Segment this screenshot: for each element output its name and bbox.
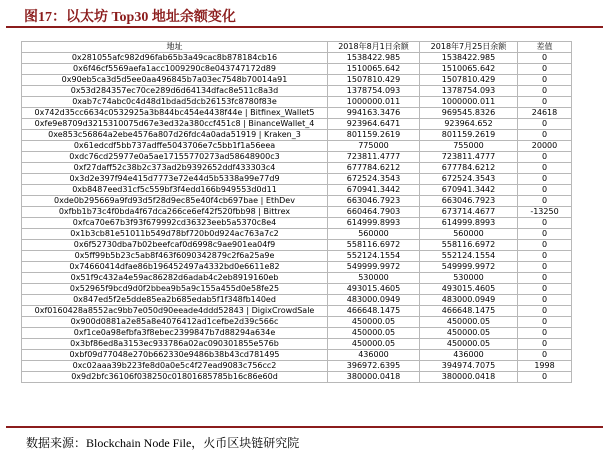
jul25-balance-cell: 969545.8326 — [420, 108, 518, 119]
table-row — [22, 361, 572, 372]
aug1-balance-cell: 723811.4777 — [328, 152, 420, 163]
jul25-balance-cell: 801159.2619 — [420, 130, 518, 141]
jul25-balance-cell: 450000.05 — [420, 317, 518, 328]
difference-cell: 0 — [518, 75, 572, 86]
difference-cell: 0 — [518, 306, 572, 317]
table-row — [22, 229, 572, 240]
difference-cell: 0 — [518, 273, 572, 284]
aug1-balance-cell: 660464.7903 — [328, 207, 420, 218]
aug1-balance-cell: 466648.1475 — [328, 306, 420, 317]
difference-cell: 0 — [518, 328, 572, 339]
header-row — [22, 42, 572, 53]
jul25-balance-cell: 1378754.093 — [420, 86, 518, 97]
jul25-balance-cell: 1000000.011 — [420, 97, 518, 108]
difference-cell: 0 — [518, 251, 572, 262]
column-header-difference: 差值 — [518, 42, 572, 53]
aug1-balance-cell: 614999.8993 — [328, 218, 420, 229]
aug1-balance-cell: 672524.3543 — [328, 174, 420, 185]
table-header — [22, 42, 572, 53]
balance-table — [21, 41, 572, 383]
aug1-balance-cell: 1507810.429 — [328, 75, 420, 86]
column-header-address: 地址 — [22, 42, 328, 53]
address-cell: 0xfca70e67b3f93f679992cd36323eeb5a5370c8e4 — [22, 218, 328, 229]
difference-cell: 0 — [518, 174, 572, 185]
column-header-aug1-balance: 2018年8月1日余额 — [328, 42, 420, 53]
aug1-balance-cell: 994163.3476 — [328, 108, 420, 119]
address-cell: 0x9d2bfc36106f038250c01801685785b16c86e60d — [22, 372, 328, 383]
jul25-balance-cell: 530000 — [420, 273, 518, 284]
jul25-balance-cell: 755000 — [420, 141, 518, 152]
address-cell: 0x3bf86ed8a3153ec933786a02ac090301855e576b — [22, 339, 328, 350]
address-cell: 0x900d0881a2e85a8e4076412ad1cefbe2d39c566c — [22, 317, 328, 328]
jul25-balance-cell: 560000 — [420, 229, 518, 240]
table-row — [22, 163, 572, 174]
difference-cell: 0 — [518, 339, 572, 350]
aug1-balance-cell: 560000 — [328, 229, 420, 240]
footer-divider — [6, 426, 603, 428]
table-row — [22, 86, 572, 97]
aug1-balance-cell: 380000.0418 — [328, 372, 420, 383]
source-note: 数据来源：Blockchain Node File，火币区块链研究院 — [26, 436, 300, 450]
address-cell: 0xf0160428a8552ac9bb7e050d90eeade4ddd52843 | DigixCrowdSale — [22, 306, 328, 317]
jul25-balance-cell: 673714.4677 — [420, 207, 518, 218]
table-row — [22, 141, 572, 152]
table-row — [22, 218, 572, 229]
difference-cell: 0 — [518, 350, 572, 361]
jul25-balance-cell: 466648.1475 — [420, 306, 518, 317]
aug1-balance-cell: 1538422.985 — [328, 53, 420, 64]
jul25-balance-cell: 394974.7075 — [420, 361, 518, 372]
difference-cell: 0 — [518, 317, 572, 328]
jul25-balance-cell: 450000.05 — [420, 339, 518, 350]
aug1-balance-cell: 801159.2619 — [328, 130, 420, 141]
difference-cell: 0 — [518, 97, 572, 108]
difference-cell: 0 — [518, 284, 572, 295]
table-row — [22, 196, 572, 207]
aug1-balance-cell: 549999.9972 — [328, 262, 420, 273]
jul25-balance-cell: 450000.05 — [420, 328, 518, 339]
aug1-balance-cell: 552124.1554 — [328, 251, 420, 262]
address-cell: 0xfbb1b73c4f0bda4f67dca266ce6ef42f520fbb98 | Bittrex — [22, 207, 328, 218]
aug1-balance-cell: 530000 — [328, 273, 420, 284]
jul25-balance-cell: 558116.6972 — [420, 240, 518, 251]
address-cell: 0xf1ce0a98efbfa3f8ebec2399847b7d88294a634e — [22, 328, 328, 339]
difference-cell: 0 — [518, 372, 572, 383]
aug1-balance-cell: 670941.3442 — [328, 185, 420, 196]
difference-cell: 0 — [518, 229, 572, 240]
jul25-balance-cell: 552124.1554 — [420, 251, 518, 262]
difference-cell: 0 — [518, 196, 572, 207]
table-row — [22, 185, 572, 196]
difference-cell: 0 — [518, 185, 572, 196]
jul25-balance-cell: 1510065.642 — [420, 64, 518, 75]
address-cell: 0xc02aaa39b223fe8d0a0e5c4f27ead9083c756cc2 — [22, 361, 328, 372]
difference-cell: 20000 — [518, 141, 572, 152]
table-body — [22, 53, 572, 383]
table-row — [22, 350, 572, 361]
table-row — [22, 53, 572, 64]
address-cell: 0x5ff99b5b23c5ab8f463f6090342879c2f6a25a9e — [22, 251, 328, 262]
address-cell: 0x1b3cb81e51011b549d78bf720b0d924ac763a7c2 — [22, 229, 328, 240]
table-row — [22, 262, 572, 273]
aug1-balance-cell: 775000 — [328, 141, 420, 152]
jul25-balance-cell: 493015.4605 — [420, 284, 518, 295]
table-row — [22, 207, 572, 218]
table-row — [22, 174, 572, 185]
address-cell: 0x52965f9bcd9d0f2bbea9b5a9c155a455d0e58fe25 — [22, 284, 328, 295]
difference-cell: 0 — [518, 53, 572, 64]
jul25-balance-cell: 436000 — [420, 350, 518, 361]
aug1-balance-cell: 663046.7923 — [328, 196, 420, 207]
jul25-balance-cell: 663046.7923 — [420, 196, 518, 207]
table-row — [22, 97, 572, 108]
difference-cell: 0 — [518, 240, 572, 251]
aug1-balance-cell: 396972.6395 — [328, 361, 420, 372]
address-cell: 0x90eb5ca3d5d5ee0aa496845b7a03ec7548b70014a91 — [22, 75, 328, 86]
column-header-jul25-balance: 2018年7月25日余额 — [420, 42, 518, 53]
jul25-balance-cell: 483000.0949 — [420, 295, 518, 306]
difference-cell: 0 — [518, 64, 572, 75]
address-cell: 0xe853c56864a2ebe4576a807d26fdc4a0ada51919 | Kraken_3 — [22, 130, 328, 141]
address-cell: 0x74660414dfae86b196452497a4332bd0e6611e82 — [22, 262, 328, 273]
address-cell: 0x6f52730dba7b02beefcaf0d6998c9ae901ea04f9 — [22, 240, 328, 251]
table-row — [22, 317, 572, 328]
address-cell: 0x3d2e397f94e415d7773e72e44d5b5338a99e77d9 — [22, 174, 328, 185]
difference-cell: 0 — [518, 119, 572, 130]
aug1-balance-cell: 1000000.011 — [328, 97, 420, 108]
table-row — [22, 328, 572, 339]
difference-cell: 0 — [518, 218, 572, 229]
jul25-balance-cell: 672524.3543 — [420, 174, 518, 185]
jul25-balance-cell: 677784.6212 — [420, 163, 518, 174]
difference-cell: 0 — [518, 152, 572, 163]
difference-cell: 0 — [518, 262, 572, 273]
aug1-balance-cell: 558116.6972 — [328, 240, 420, 251]
figure-header — [6, 4, 603, 24]
address-cell: 0x742d35cc6634c0532925a3b844bc454e4438f44e | Bitfinex_Wallet5 — [22, 108, 328, 119]
address-cell: 0xde0b295669a9fd93d5f28d9ec85e40f4cb697bae | EthDev — [22, 196, 328, 207]
address-cell: 0xbf09d77048e270b662330e9486b38b43cd781495 — [22, 350, 328, 361]
difference-cell: 0 — [518, 295, 572, 306]
address-cell: 0xdc76cd25977e0a5ae17155770273ad58648900c3 — [22, 152, 328, 163]
address-cell: 0xfe9e8709d3215310075d67e3ed32a380ccf451c8 | BinanceWallet_4 — [22, 119, 328, 130]
table-row — [22, 108, 572, 119]
aug1-balance-cell: 1510065.642 — [328, 64, 420, 75]
table-row — [22, 119, 572, 130]
address-cell: 0x53d284357ec70ce289d6d64134dfac8e511c8a3d — [22, 86, 328, 97]
table-row — [22, 64, 572, 75]
aug1-balance-cell: 923964.6471 — [328, 119, 420, 130]
table-row — [22, 130, 572, 141]
table-row — [22, 284, 572, 295]
figure-title: 图17：以太坊 Top30 地址余额变化 — [24, 10, 236, 25]
address-cell: 0xb8487eed31cf5c559bf3f4edd166b949553d0d11 — [22, 185, 328, 196]
table-row — [22, 75, 572, 86]
aug1-balance-cell: 677784.6212 — [328, 163, 420, 174]
address-cell: 0x847ed5f2e5dde85ea2b685edab5f1f348fb140ed — [22, 295, 328, 306]
jul25-balance-cell: 614999.8993 — [420, 218, 518, 229]
difference-cell: 0 — [518, 86, 572, 97]
table-row — [22, 152, 572, 163]
title-divider — [6, 26, 603, 28]
address-cell: 0xab7c74abc0c4d48d1bdad5dcb26153fc8780f83e — [22, 97, 328, 108]
difference-cell: 0 — [518, 163, 572, 174]
aug1-balance-cell: 450000.05 — [328, 339, 420, 350]
difference-cell: 24618 — [518, 108, 572, 119]
jul25-balance-cell: 549999.9972 — [420, 262, 518, 273]
aug1-balance-cell: 483000.0949 — [328, 295, 420, 306]
address-cell: 0xf27daff52c38b2c373ad2b9392652ddf433303c4 — [22, 163, 328, 174]
jul25-balance-cell: 1538422.985 — [420, 53, 518, 64]
aug1-balance-cell: 450000.05 — [328, 328, 420, 339]
address-cell: 0x51f9c432a4e59ac86282d6adab4c2eb8919160eb — [22, 273, 328, 284]
jul25-balance-cell: 670941.3442 — [420, 185, 518, 196]
aug1-balance-cell: 450000.05 — [328, 317, 420, 328]
table-row — [22, 372, 572, 383]
difference-cell: -13250 — [518, 207, 572, 218]
table-row — [22, 240, 572, 251]
address-cell: 0x6f46cf5569aefa1acc1009290c8e043747172d89 — [22, 64, 328, 75]
table-row — [22, 251, 572, 262]
aug1-balance-cell: 1378754.093 — [328, 86, 420, 97]
jul25-balance-cell: 723811.4777 — [420, 152, 518, 163]
address-cell: 0x281055afc982d96fab65b3a49cac8b878184cb16 — [22, 53, 328, 64]
address-cell: 0x61edcdf5bb737adffe5043706e7c5bb1f1a56eea — [22, 141, 328, 152]
jul25-balance-cell: 380000.0418 — [420, 372, 518, 383]
aug1-balance-cell: 436000 — [328, 350, 420, 361]
aug1-balance-cell: 493015.4605 — [328, 284, 420, 295]
jul25-balance-cell: 1507810.429 — [420, 75, 518, 86]
difference-cell: 0 — [518, 130, 572, 141]
table-row — [22, 295, 572, 306]
table-row — [22, 273, 572, 284]
table-row — [22, 306, 572, 317]
table-row — [22, 339, 572, 350]
jul25-balance-cell: 923964.652 — [420, 119, 518, 130]
difference-cell: 1998 — [518, 361, 572, 372]
